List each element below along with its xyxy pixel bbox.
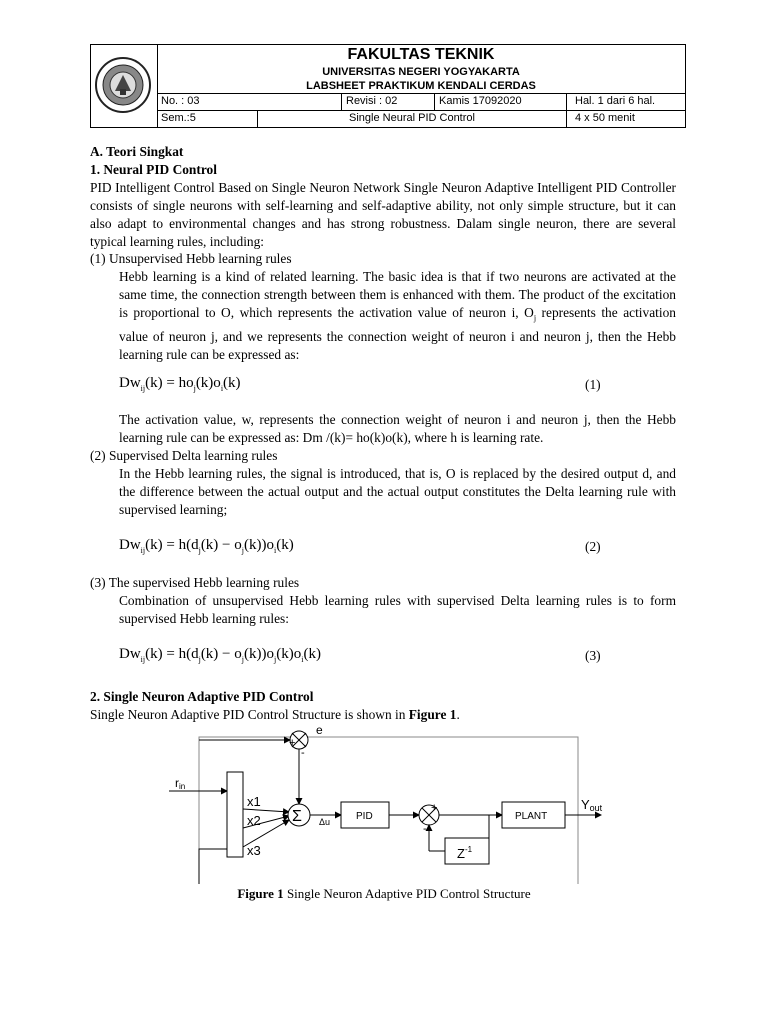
x2-label: x2: [247, 813, 261, 828]
rule-2-title: (2) Supervised Delta learning rules: [90, 448, 278, 463]
plant-label: PLANT: [515, 811, 548, 822]
equation-1: $Dw_{ij}(k) = ho_j(k)o_i(k)$: [119, 375, 241, 393]
revision: Revisi : 02: [341, 93, 434, 110]
page-info: Hal. 1 dari 6 hal.: [566, 93, 686, 110]
topic: Single Neural PID Control: [257, 110, 566, 127]
subsection-heading-1: 1. Neural PID Control: [90, 162, 217, 177]
rule-1-after: The activation value, w, represents the connection weight of neuron i and neuron j, then the Hebb learning rule can be expressed as: Dm /(k)= ho(k)o(k), where h is learning rate.: [119, 412, 676, 445]
university-name: UNIVERSITAS NEGERI YOGYAKARTA: [322, 66, 520, 78]
delta-u-label: Δu: [319, 817, 331, 827]
rule-1-body: Hebb learning is a kind of related learning. The basic idea is that if two neurons are activated at the same time, the connection strength between them is enhanced with them. The product of the excitation is proportional to O, which represents the activation value of neuron i, $O_j$ represents the activation value of neuron j, and we represents the connection weight of neuron i and neuron j, then the Hebb learning rule can be expressed as:: [119, 269, 676, 362]
figure-reference-line: Single Neuron Adaptive PID Control Structure is shown in Figure 1.: [90, 707, 460, 722]
equation-2-number: (2): [585, 539, 601, 554]
block-diagram: [175, 723, 603, 884]
intro-paragraph: PID Intelligent Control Based on Single Neuron Network Single Neuron Adaptive Intelligent PID Controller consists of single neurons with self-learning and self-adaptive ability, not only simple structure, but it can also adapt to environmental changes and has strong robustness. Dalam single neuron, there are several typical learning rules, including:: [90, 180, 676, 249]
plus-sign-top: +: [289, 737, 296, 749]
minus-sign-top: -: [301, 747, 305, 759]
z-inverse-label: $Z^{-1}$: [457, 845, 473, 861]
duration: 4 x 50 menit: [566, 110, 686, 127]
equation-1-number: (1): [585, 377, 601, 392]
doc-number: No. : 03: [161, 95, 200, 107]
figure-caption: Figure 1 Single Neuron Adaptive PID Control Structure: [237, 886, 531, 901]
rule-1-title: (1) Unsupervised Hebb learning rules: [90, 251, 292, 266]
document-header: [90, 44, 686, 128]
rule-2-body: In the Hebb learning rules, the signal is introduced, that is, O is replaced by the desired output d, and the difference between the actual output and the actual output constitutes the Delta learning rule with supervised learning;: [119, 466, 676, 517]
equation-3-number: (3): [585, 648, 601, 663]
logo-cell: [91, 45, 158, 127]
subsection-heading-2: 2. Single Neuron Adaptive PID Control: [90, 689, 314, 704]
equation-2: $Dw_{ij}(k) = h(d_j(k) - o_j(k))o_i(k)$: [119, 537, 294, 555]
x3-label: x3: [247, 843, 261, 858]
rule-3-title: (3) The supervised Hebb learning rules: [90, 575, 300, 590]
error-label: e: [316, 723, 323, 737]
equation-3: $Dw_{ij}(k) = h(d_j(k) - o_j(k))o_j(k)o_i(k)$: [119, 646, 321, 664]
header-row-2: [157, 110, 685, 127]
header-row-1: [157, 93, 685, 111]
rule-3-body: Combination of unsupervised Hebb learning rules with supervised Delta learning rules is to form supervised Hebb learning rules:: [119, 593, 676, 626]
semester: Sem.:5: [161, 112, 196, 124]
plus-sign-right: +: [431, 802, 438, 814]
pid-label: PID: [356, 811, 373, 822]
rin-label: rin: [175, 776, 186, 791]
faculty-title: FAKULTAS TEKNIK: [347, 46, 495, 63]
university-logo-icon: [91, 45, 157, 127]
labsheet-title: LABSHEET PRAKTIKUM KENDALI CERDAS: [157, 79, 685, 94]
x1-label: x1: [247, 794, 261, 809]
sigma-symbol: Σ: [292, 808, 302, 825]
date: Kamis 17092020: [434, 93, 566, 110]
section-heading: A. Teori Singkat: [90, 144, 184, 159]
yout-label: Yout: [581, 797, 603, 813]
minus-sign-bottom: -: [423, 823, 427, 835]
